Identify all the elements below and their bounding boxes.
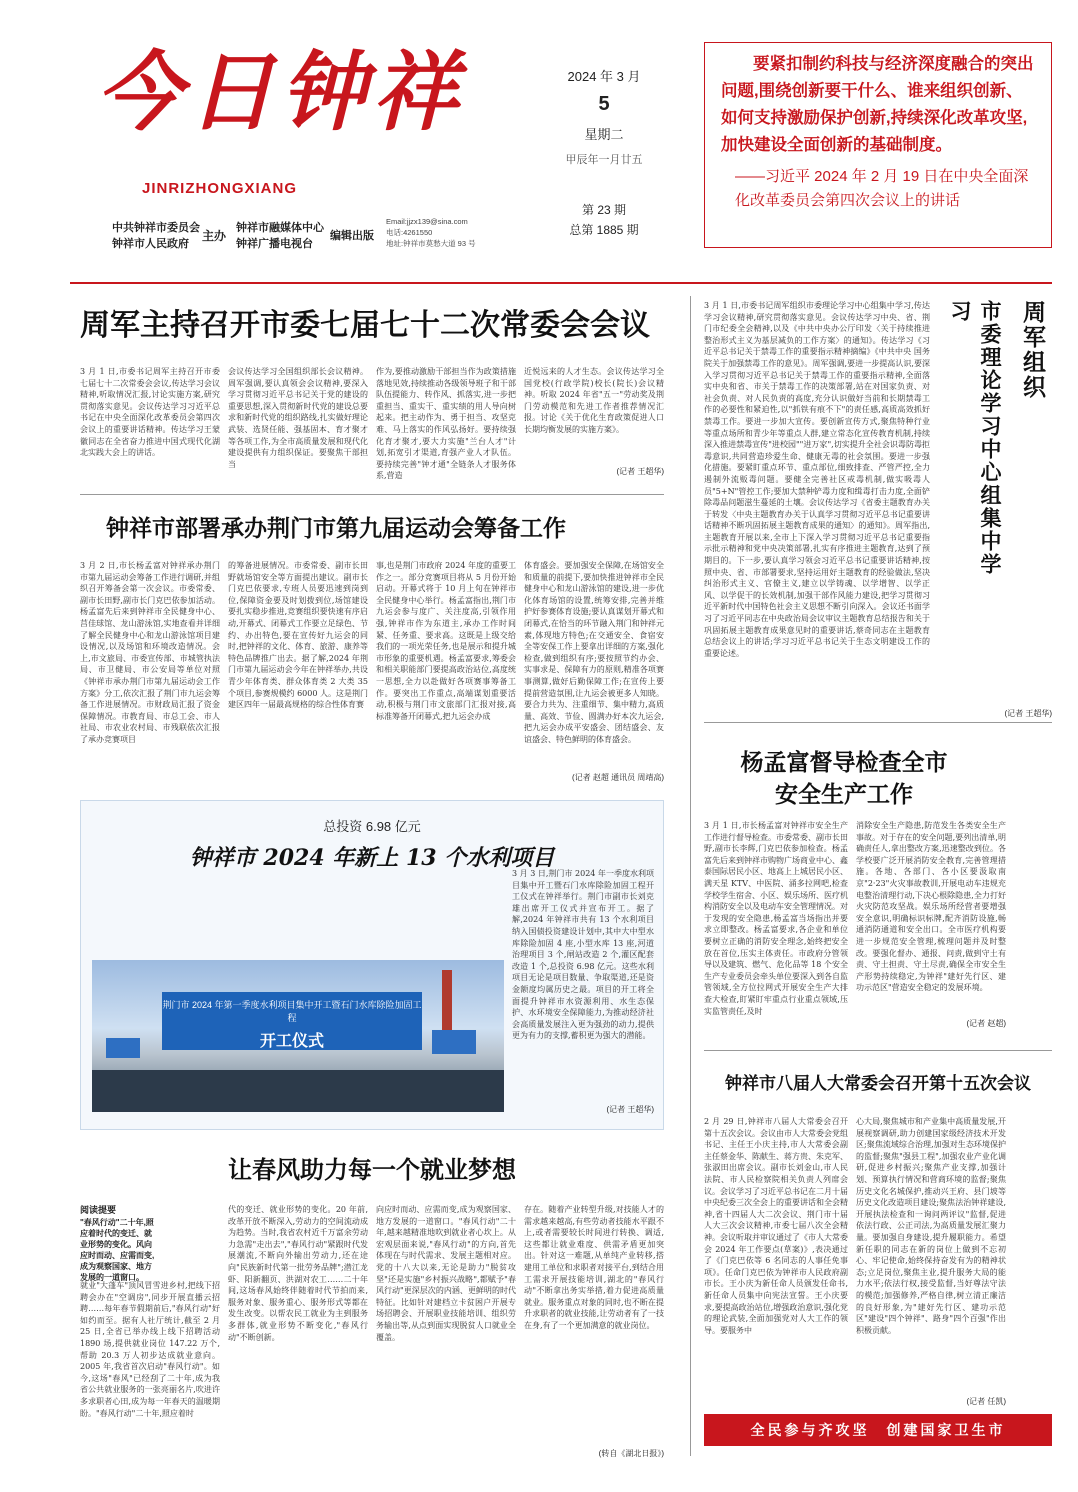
article-safety-col1: 3 月 1 日,市长杨孟富对钟祥市安全生产工作进行督导检查。市委常委、副市长田野,副市长李辉,门克巴依参加检查。杨孟富先后来到钟祥市购物广场商业中心、鑫泰国际居民小区、地高上上城居民小区、满天星 KTV、中医院、涌多拉网吧,检查学校学生宿舍、小区、娱乐场所、医疗机构消防安全以及电动车安全管理情况。对于发现的安全隐患,杨孟富当场指出并要求立即整改。杨孟富要求,各企业和单位要树立正确的消防安全理念,始终把安全放在首位,压实主体责任。市政府分管领导以及建筑、燃气、危化品等 18 个安全生产专业委员会牵头单位要深入到各自监管领域,全方位拉网式开展安全生产大排查大检查,盯紧盯牢重点行业重点领域,压实监管责任,及时: [704, 821, 848, 1016]
date-day: 5: [598, 93, 610, 115]
crowd-shape: [92, 1070, 504, 1112]
article-standing-col4: 近悦远来的人才生态。会议传达学习全国党校(行政学院)校长(院长)会议精神。听取 2024 年省"五一"劳动奖及荆门劳动模范和先进工作者推荐情况汇报。讨论《关于优化生育政策促进人口长期均衡发展的实施方案》。: [524, 367, 664, 434]
article-standing-col2: 会议传达学习全国组织部长会议精神。周军强调,要认真领会会议精神,要深入学习贯彻习近平总书记关于党的建设的重要思想,深入贯彻新时代党的建设总要求和新时代党的组织路线,扎实做好理论武装、选贤任能、强基固本、育才聚才等各项工作,为全市高质量发展和现代化建设提供有力组织保证。要聚焦干部担当: [228, 367, 368, 469]
groundbreaking-photo: [92, 960, 504, 1112]
quote-text: 要紧扣制约科技与经济深度融合的突出问题,围绕创新要干什么、谁来组织创新、如何支持激励保护创新,持续深化改革攻坚,加快建设全面创新的基础制度。: [721, 55, 1034, 154]
footer-slogan-banner: 全民参与齐攻坚 创建国家卫生市: [704, 1414, 1052, 1446]
publisher-tag: 编辑出版: [330, 230, 374, 242]
byline-npc: (记者 任凯): [966, 1397, 1006, 1406]
contact-phone: 电话:4261550: [386, 228, 433, 237]
abstract-label: 阅读提要: [80, 1205, 117, 1215]
headline-npc: 钟祥市八届人大常委会召开第十五次会议: [725, 1074, 1031, 1093]
sign-board: [106, 1038, 140, 1058]
article-spring-col1: 就业"大蓬车"顶风冒雪进乡村,把线下招聘会办在"空调房",同步开展直播云招聘……每年春节假期前后,"春风行动"好如约而至。据有人社厅统计,截至 2 月 25 日,全省已举办线上线下招聘活动 1890 场,提供就业岗位 147.22 万个,帮助 20.3 万人初步达成就业意向。2005 年,我省首次启动"春风行动"。如今,这场"春风"已经刮了二十年,成为我省公共就业服务的一张亮丽名片,吹进许多求职者心田,成为每一年春天的温暖期盼。"春风行动"二十年,照应着时: [80, 1281, 220, 1418]
column-divider: [690, 296, 691, 1456]
quote-source: ——习近平 2024 年 2 月 19 日在中央全面深化改革委员会第四次会议上的讲话: [735, 168, 1029, 209]
divider: [704, 722, 1052, 723]
article-games-col1: 3 月 2 日,市长杨孟富对钟祥承办荆门市第九届运动会筹备工作进行调研,并组织召开筹备会第一次会议。市委常委、副市长田野,副市长门克巴依参加活动。杨孟富先后来到钟祥市全民健身中心、莒佳球馆、龙山游泳馆,实地查看并详细了解全民健身中心和龙山游泳馆项目建设情况,以及场馆和环境改造情况。会上,市文旅局、市委宣传部、市城管执法局、市卫健局、市公安局等单位对照《钟祥市承办荆门市第九届运动会工作方案》分工,依次汇报了荆门市九运会筹备工作进展情况。市财政局汇报了资金保障情况。市教育局、市总工会、市人社局、市农业农村局、市残联依次汇报了承办竞赛项目: [80, 561, 220, 744]
abstract-text: "春风行动"二十年,照应着时代的变迁、就业形势的变化。风向应时而动、应需而变,成为观察国家、地方发展的一道窗口。: [80, 1218, 155, 1282]
issue-number: 第 23 期: [581, 203, 627, 217]
issue-box: [560, 200, 648, 240]
logo-pinyin: JINRIZHONGXIANG: [142, 180, 298, 197]
water-kicker: 总投资 6.98 亿元: [323, 819, 421, 834]
article-games-col3: 事,也是荆门市政府 2024 年度的重要工作之一。部分竞赛项目将从 5 月份开始启动。开幕式将于 10 月上旬在钟祥市全民健身中心举行。杨孟富指出,荆门市九运会参与度广、关注度高,引领作用强,钟祥市作为东道主,承办工作时间紧、任务重、要求高。这既是上级交给我们的一项光荣任务,也是展示和提升城市形象的重要机遇。杨孟富要求,筹委会和相关职能部门要提高政治站位,高度统一思想,全力以赴做好各项赛事筹备工作。要突出工作重点,高端谋划重要活动,积极与荆门市文旅部门汇报对接,高标准筹备开闭幕式,把九运会办成: [376, 561, 516, 721]
article-water-text: 3 月 3 日,荆门市 2024 年一季度水利项目集中开工暨石门水库除险加固工程开工仪式在钟祥举行。荆门市副市长刘克雄出席开工仪式并宣布开工。据了解,2024 年钟祥市共有 13 个水利项目纳入国债投资建设计划中,其中大中型水库除险加固 4 座,小型水库 13 座,河道治理项目 3 个,闸站改造 2 个,灌区配套改造 1 个,总投资 6.98 亿元。这些水利项目无论是项目数量、争取渠道,还是资金额度均属历史之最。项目的开工将全面提升钟祥市水资源利用、水生态保护、水环境安全保障能力,为推动经济社会高质量发展注入更为强劲的动力,提供更为有力的支撑,蓄积更为强大的潜能。: [512, 869, 654, 1041]
newspaper-logo: 今日钟祥: [96, 42, 464, 143]
byline-water: (记者 王超华): [606, 1105, 654, 1114]
article-standing-col1: 3 月 1 日,市委书记周军主持召开市委七届七十二次常委会会议,传达学习会议精神,听取情况汇报,讨论实施方案,研究贯彻落实意见。会议传达学习习近平总书记在中央全面深化改革委员会第四次会议上的重要讲话精神。传达学习王蒙徽同志在全省奋力推进中国式现代化湖北实践大会上的讲话。: [80, 367, 220, 458]
divider: [80, 494, 664, 495]
flag-pole: [442, 970, 452, 1030]
headline-safety: 杨孟富督导检查全市安全生产工作: [740, 749, 948, 807]
sponsor-name: 钟祥市人民政府: [112, 238, 189, 250]
abstract-box: [80, 1204, 156, 1282]
date-line: 2024 年 3 月: [567, 69, 641, 84]
headline-standing-committee: 周军主持召开市委七届七十二次常委会会议: [80, 309, 650, 342]
article-games-col4: 体育盛会。要加强安全保障,在场馆安全和质量的前提下,要加快推进钟祥市全民健身中心和龙山游泳馆的建设,进一步优化体育场馆的设置,统筹安排,完善并维护好参赛体育设施;要认真谋划开幕式和闭幕式,在恰当的环节融入荆门和钟祥元素,体现地方特色;在交通安全、食宿安全等安保工作上要拿出详细的方案,强化检查,做到组织有序;要按照节约办会、实事求是、保障有力的原则,精准各项赛事测算,做好后勤保障工作;在宣传上要提前营造氛围,让九运会被更多人知晓。要合力共为、注重细节、集中精力,高质量、高效、节俭、圆满办好本次九运会,把九运会办成平安盛会、团结盛会、友谊盛会、特色鲜明的体育盛会。: [524, 561, 664, 744]
date-box: [560, 66, 648, 167]
publisher-name: 钟祥市融媒体中心: [236, 222, 324, 234]
masthead-rule: [70, 282, 1052, 284]
article-spring-col2: 代的变迁、就业形势的变化。20 年前,改革开放不断深入,劳动力的空间流动成为趋势。当时,我省农村近千万富余劳动力急需"走出去","春风行动"紧跟时代发展潮流,不断向外输出劳动力,还在途向"民族新时代第一批劳务品牌";潜江龙虾、阳新翻页、洪湖对农工……二十年间,这场春风始终伴随着时代节拍而来,服务对象、服务重心、服务形式等都在发生改变。以帮农民工就业为主到服务多群体,就业形势不断变化,"春风行动"不断创新。: [228, 1205, 368, 1342]
divider: [704, 1050, 1052, 1051]
article-standing-col3: 作为,要推动激励干部担当作为政策措施落地见效,持续推动各级领导班子和干部队伍提能力、转作风、抓落实,进一步把重担当、重实干、重实绩的用人导向树起来。把主动作为、勇于担当、攻坚克难、马上落实的作风弘扬好。要持续强化育才聚才,要大力实施"兰台人才"计划,拓宽引才渠道,育强产业人才队伍。要持续完善"钟才通"全链条人才服务体系,营造: [376, 367, 516, 481]
stage-banner-top: 荆门市 2024 年第一季度水利项目集中开工暨石门水库除险加固工程: [162, 1000, 422, 1023]
byline-safety: (记者 赵超): [966, 1019, 1006, 1028]
sign-board: [432, 1030, 476, 1054]
lunar-date: 甲辰年一月廿五: [565, 154, 643, 166]
sponsor-name: 中共钟祥市委员会: [112, 222, 200, 234]
byline-standing: (记者 王超华): [616, 467, 664, 476]
byline-games: (记者 赵超 通讯员 周靖高): [572, 773, 664, 782]
contact-email: Email:jjzx139@sina.com: [386, 217, 468, 226]
headline-games: 钟祥市部署承办荆门市第九届运动会筹备工作: [106, 515, 566, 541]
article-spring-col3: 向应时而动、应需而变,成为观察国家、地方发展的一道窗口。"春风行动"二十年,越来越精准地吹到就业者心坎上。从宏观层面来说,"春风行动"的方向,首先体现在与时代需求、发展主题相对应。党的十八大以来,无论是助力"脱贫攻坚"还是实施"乡村振兴战略",都赋予"春风行动"更深层次的内涵、更鲜明的时代特征。比如针对建档立卡贫困户开展专场招聘会、开展职业技能培训、组织劳务输出等,从点到面实现脱贫人口就业全覆盖。: [376, 1205, 516, 1342]
headline-water: 钟祥市 2024 年新上 13 个水利项目: [189, 845, 555, 871]
article-safety-col2: 消除安全生产隐患,防范发生各类安全生产事故。对于存在的安全问题,要列出清单,明确责任人,拿出整改方案,迅速整改到位。各学校要广泛开展消防安全教育,完善管理措施。各地、各部门、各小区要汲取南京"2·23"火灾事故教训,开展电动车违规充电整治清理行动,下决心根除隐患,全力打好火灾防范攻坚战。娱乐场所经营者要增强安全意识,明确标识标牌,配齐消防设施,畅通消防通道和安全出口。全市医疗机构要进一步规范安全管理,梳理问题并及时整改。要强化督办、通报、问责,做到守土有责、守土担责、守土尽责,确保全市安全生产形势持续稳定,为钟祥"建好先行区、建功示范区"营造安全稳定的发展环境。: [856, 821, 1006, 993]
contact-address: 地址:钟祥市莫愁大道 93 号: [386, 239, 476, 248]
stage-banner: [162, 992, 422, 1050]
article-games-col2: 的筹备进展情况。市委常委、副市长田野就场馆安全等方面提出建议。副市长门克巴依要求,专班人员要迅速到岗到位,保障资金要及时划拨到位,场馆建设要扎实稳步推进,竞赛组织要快速有序启动,开幕式、闭幕式工作要立足绿色、节约、办出特色,要在宣传好九运会的同时,把钟祥的文化、体育、旅游、康养等特色品牌推广出去。据了解,2024 年荆门市第九届运动会今年在钟祥举办,共设青少年体育类、群众体育类 2 大类 35 个项目,参赛规模约 6000 人。这是荆门建区四年一届最高规格的综合性体育赛: [228, 561, 368, 710]
article-study-part2: [704, 572, 1052, 712]
headline-study-line2: 市委理论学习中心组集中学习: [948, 300, 1001, 576]
article-npc-col1: 2 月 29 日,钟祥市八届人大常委会召开第十五次会议。会议由市人大常委会党组书记、主任王小庆主持,市人大常委会副主任蔡金华、陈献生、蒋方贵、朱克军、张淑田出席会议。副市长刘金山,市人民法院、市人民检察院相关负责人列席会议。会议学习了习近平总书记在二月十届中央纪委三次全会上的重要讲话和全会精神,省十四届人大二次会议、荆门市十届人大三次会议精神,市委七届八次全会精神。会议听取并审议通过了《市人大常委会 2024 年工作要点(草案)》,表决通过了《门克巴依等 6 名同志的人事任免事项》。任命门克巴依为钟祥市人民政府副市长。王小庆为新任命人员颁发任命书,新任命人员集中向宪法宣誓。王小庆要求,要提高政治站位,增强政治意识,强化党的理论武装,全面加强党对人大工作的领导。要服务中: [704, 1117, 848, 1335]
weekday: 星期二: [584, 127, 624, 142]
publisher-name: 钟祥广播电视台: [236, 238, 313, 250]
total-issue-number: 总第 1885 期: [569, 223, 639, 237]
stage-banner-main: 开工仪式: [259, 1033, 324, 1050]
headline-spring: 让春风助力每一个就业梦想: [228, 1157, 516, 1184]
headline-study-line1: 周军组织: [1020, 300, 1046, 400]
article-npc-col2: 心大局,聚焦城市和产业集中高质量发展,开展视察调研,助力创建国家级经济技术开发区;聚焦流域综合治理,加强对生态环境保护的监督;聚焦"强县工程",加强农业产业化调研,促进乡村振兴;聚焦产业支撑,加强计划、预算执行情况和营商环境的监督;聚焦历史文化名城保护,推动兴王府、县门坡等历史文化改造项目建设;聚焦法治钟祥建设,开展执法检查和一询问两评议"监督,促进依法行政、公正司法,为高质量发展汇聚力量。要加强自身建设,提升履职能力。希望新任职的同志在新的岗位上做到不忘初心、牢记使命,始终保持奋发有为的精神状态;立足岗位,聚焦主业,提升服务大局的能力水平;依法行权,接受监督,当好尊法守法的模范;加强修养,严格自律,树立清正廉洁的良好形象,为"建好先行区、建功示范区"建设"四个钟祥"、路身"四个百强"作出积极贡献。: [856, 1117, 1006, 1335]
article-spring-col4: 存在。随着产业转型升级,对技能人才的需求越来越高,有些劳动者技能水平跟不上,或者需要较长时间进行转换、调适,这些都让就业难度、供需矛盾更加突出。针对这一难题,从单纯产业转移,搭建用工单位和求职者对接平台,到结合用工需求开展技能培训,湖北的"春风行动"不断拿出务实举措,着力促进高质量就业。服务重点对象的同时,也不断在提升求职者的就业技能,让劳动者有了一技在身,有了一个更加满意的就业岗位。: [524, 1205, 664, 1330]
article-study-part1: 3 月 1 日,市委书记周军组织市委理论学习中心组集中学习,传达学习会议精神,研究贯彻落实意见。会议传达学习中央、省、荆门市纪委全会精神,以及《中共中央办公厅印发〈关于持续推进整治形式主义为基层减负的工作方案〉的通知》。传达学习《习近平总书记关于禁毒工作的重要指示精神摘编》《中共中央 国务院关于加强禁毒工作的意见》。周军强调,要进一步提高认识,要深入学习贯彻习近平总书记关于禁毒工作的重要指示精神,全面落实中央和省、市关于禁毒工作的决策部署,站在对国家负责、对社会负责、对人民负责的高度,充分认识做好当前和长期禁毒工作的必要性和紧迫性,以"抓铁有痕不下"的责任感,高质高效抓好禁毒工作。要进一步加大宣传。要创新宣传方式,聚焦特种行业等重点场所和青少年等重点人群,建立常态化宣传教育机制,持续深入推进禁毒宣传"进校园""进万家",切实提升全社会识毒防毒拒毒意识,共同营造珍爱生命、健康无毒的社会氛围。要进一步强化措施。要紧盯重点环节、重点部位,细致排查、严管严控,全力遏制外流贩毒问题。要健全完善社区戒毒机制,做实吸毒人员"5+N"管控工作;要加大禁种铲毒力度和缉毒打击力度,全面铲除毒品问题滋生蔓延的土壤。会议传达学习《省委主题教育办关于转发〈中央主题教育办关于认真学习贯彻习近平总书记重要讲话精神不断巩固拓展主题教育成果的通知〉的通知》。周军指出,主题教育开展以来,全市上下深入学习贯彻习近平总书记重要指示批示精神和党中央决策部署,扎实有序推进主题教育,达到了预期目的。下一步,要认真学习领会习近平总书记重要讲话精神,按照中央、省、市部署要求,坚持运用好主题教育的经验做法,坚决纠治形式主义、官僚主义,建立以学铸魂、以学增智、以学正风、以学促干的长效机制,加强干部作风能力建设,把学习贯彻习近平新时代中国特色社会主义思想不断引向深入。会议还书面学习了习近平同志在中央政治局会议审议主题教育总结报告和关于巩固拓展主题教育成果意见时的重要讲话,蔡奇同志在主题教育总结会议上的讲话;学习习近平总书记关于生态文明建设工作的重要论述。: [704, 301, 930, 658]
quote-box: [704, 42, 1052, 248]
byline-study: (记者 王超华): [1004, 709, 1052, 718]
sponsor-tag: 主办: [202, 229, 227, 243]
byline-spring: (转自《湖北日报》): [598, 1449, 664, 1458]
